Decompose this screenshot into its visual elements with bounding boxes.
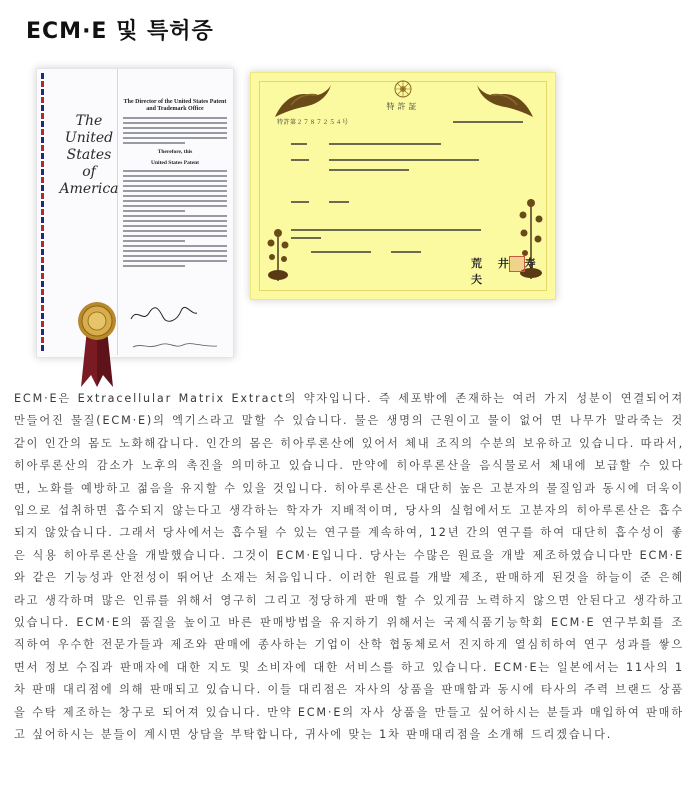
jp-patent-certificate-image bbox=[250, 72, 556, 300]
jp-text-line bbox=[329, 201, 349, 203]
gold-seal-ribbon-icon bbox=[77, 301, 117, 391]
us-patent-certificate-image bbox=[36, 68, 234, 358]
us-patent-left-panel bbox=[51, 69, 118, 355]
us-patent-therefore: Therefore, this bbox=[157, 149, 193, 155]
jp-text-line bbox=[329, 143, 441, 145]
us-script-line: of bbox=[82, 164, 96, 180]
jp-text-line bbox=[291, 229, 481, 231]
us-script-line: America bbox=[59, 181, 119, 197]
us-script-line: States bbox=[66, 147, 112, 163]
paulownia-left-icon bbox=[263, 223, 293, 283]
jp-text-line bbox=[291, 159, 309, 161]
jp-patent-header: 特許証 bbox=[386, 102, 420, 111]
us-patent-text-panel bbox=[123, 99, 227, 270]
jp-red-seal-stamp bbox=[509, 256, 525, 272]
jp-text-line bbox=[291, 143, 307, 145]
jp-patent-number: 特許第２７８７２５４号 bbox=[277, 119, 349, 126]
us-patent-script-title bbox=[59, 113, 119, 198]
us-patent-subheading: United States Patent bbox=[151, 160, 199, 166]
jp-text-line bbox=[291, 201, 309, 203]
jp-header-right-line bbox=[453, 121, 523, 123]
us-patent-body-lines bbox=[123, 170, 227, 267]
us-signature-line-icon bbox=[131, 341, 221, 351]
us-patent-text-lines bbox=[123, 117, 227, 144]
body-paragraph: ECM·E은 Extracellular Matrix Extract의 약자입니다. 즉 세포밖에 존재하는 여러 가지 성분이 연결되어져 만들어진 물질(ECM·E)의 엑기스라고 말할 수 있습니다. 물은 생명의 근원이고 물이 없어 면 나무가 말라죽는 것 같이 인간의 몸도 노화해갑니다. 인간의 몸은 히아루론산에 있어서 체내 조직의 수분의 보유하고 있습니다. 따라서, 히아루론산의 감소가 노후의 촉진을 의미하고 있습니다. 만약에 히아루론산을 음식물로서 체내에 보급할 수 있다면, 노화를 예방하고 젊음을 유지할 수 있을 것입니다. 히아루론산은 대단히 높은 고분자의 물질임과 동시에 더욱이 입으로 섭취하면 흡수되지 않는다고 생각하는 학자가 지배적이며, 당사의 실험에서도 고분자의 히아루론산은 흡수되지 않았습니다. 그래서 당사에서는 흡수될 수 있는 연구를 계속하여, 12년 간의 연구를 하여 대단히 흡수성이 좋은 식용 히아루론산을 개발했습니다. 그것이 ECM·E입니다. 당사는 수많은 원료을 개발 제조하였습니다만 ECM·E와 같은 기능성과 안전성이 뛰어난 소재는 처음입니다. 이러한 원료를 개발 제조, 판매하게 된것을 하늘이 준 은혜라고 생각하며 많은 인류를 위해서 영구히 그리고 정당하게 판매 할 수 있게끔 노력하지 않으면 안된다고 생각하고 있습니다. ECM·E의 품질을 높이고 바른 판매방법을 유지하기 위해서는 국제식품기능학회 ECM·E 연구부회를 조직하여 우수한 전문가들과 제조와 판매에 종사하는 기업이 산학 협동체로서 진지하게 열심히하여 연구 성과를 쌓으면서 정보 수집과 판매자에 대한 지도 및 소비자에 대한 서비스를 하고 있습니다. ECM·E는 일본에서는 11사의 1차 판매 대리점에 의해 판매되고 있습니다. 이들 대리점은 자사의 상품을 판매함과 동시에 타사의 주력 브랜드 상품을 수탁 제조하는 창구로 되어져 있습니다. 만약 ECM·E의 자사 상품을 만들고 싶어하시는 분들과 매입하여 판매하고 싶어하시는 분들이 계시면 상담을 부탁합니다, 귀사에 맞는 1차 판매대리점을 소개해 드리겠습니다. bbox=[14, 392, 684, 742]
page-title: ECM·E 및 특허증 bbox=[26, 19, 214, 44]
us-patent-header: The Director of the United States Patent and Trademark Office bbox=[123, 99, 227, 112]
jp-text-line bbox=[311, 251, 371, 253]
jp-text-line bbox=[291, 237, 321, 239]
us-patent-stripe-border bbox=[41, 73, 44, 351]
jp-patent-holder-name: 荒 井 寿 夫 bbox=[471, 257, 542, 286]
jp-text-line bbox=[329, 169, 409, 171]
us-script-line: United bbox=[64, 130, 114, 146]
us-script-line: The bbox=[75, 113, 103, 129]
us-signature-icon bbox=[129, 305, 199, 325]
jp-text-line bbox=[329, 159, 479, 161]
jp-text-line bbox=[391, 251, 421, 253]
chrysanthemum-crest-icon bbox=[391, 79, 415, 99]
